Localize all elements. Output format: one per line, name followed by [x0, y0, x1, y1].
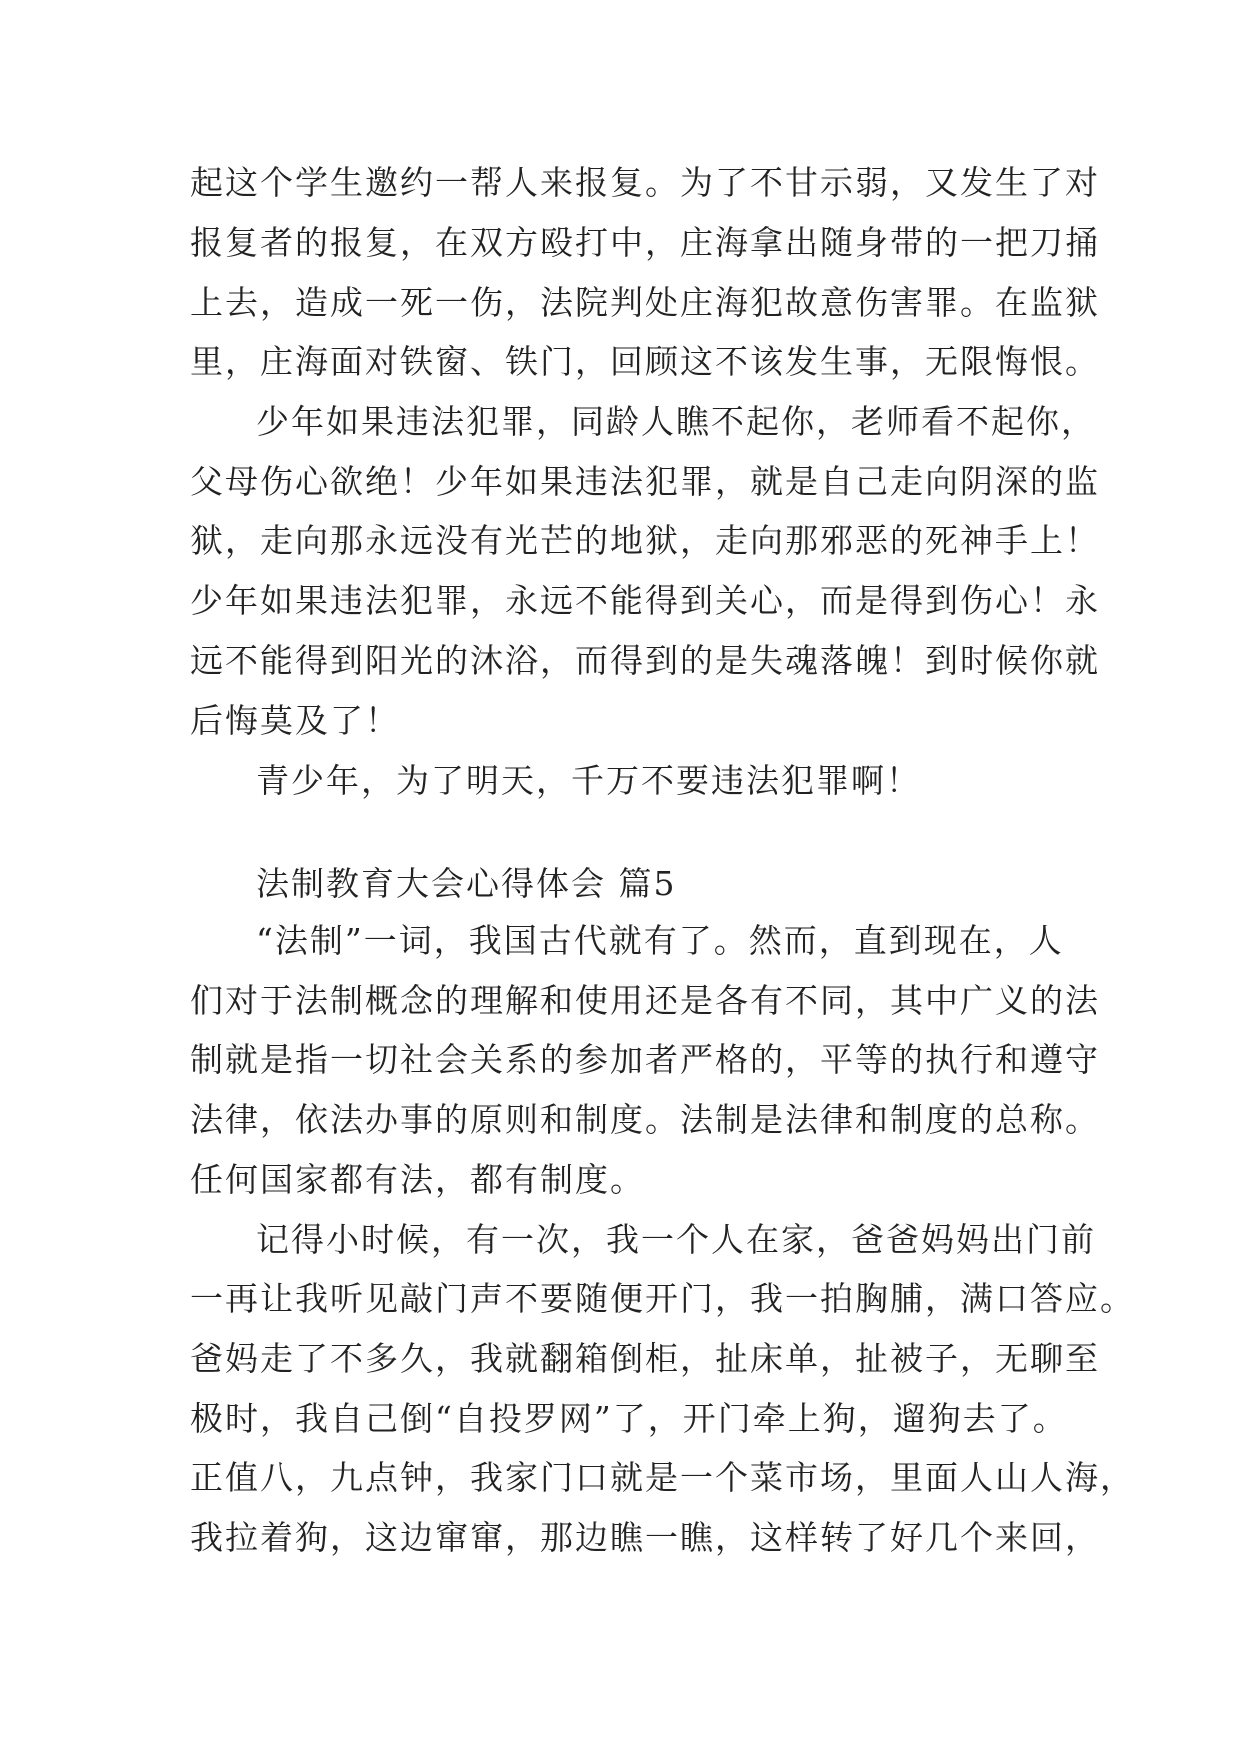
section-heading: 法制教育大会心得体会 篇5	[256, 864, 677, 903]
paragraph-first-line: 少年如果违法犯罪，同龄人瞧不起你，老师看不起你，	[256, 402, 1096, 441]
text-line: 任何国家都有法，都有制度。	[190, 1160, 645, 1199]
text-line: 狱，走向那永远没有光芒的地狱，走向那邪恶的死神手上！	[190, 521, 1100, 560]
text-line: 制就是指一切社会关系的参加者严格的，平等的执行和遵守	[190, 1040, 1100, 1079]
text-line: 们对于法制概念的理解和使用还是各有不同，其中广义的法	[190, 981, 1100, 1020]
text-line: 一再让我听见敲门声不要随便开门，我一拍胸脯，满口答应。	[190, 1279, 1135, 1318]
text-line: 起这个学生邀约一帮人来报复。为了不甘示弱，又发生了对	[190, 163, 1100, 202]
text-line: 后悔莫及了！	[190, 701, 400, 740]
text-line: 父母伤心欲绝！少年如果违法犯罪，就是自己走向阴深的监	[190, 462, 1100, 501]
text-line: 报复者的报复，在双方殴打中，庄海拿出随身带的一把刀捅	[190, 223, 1100, 262]
text-line: 正值八，九点钟，我家门口就是一个菜市场，里面人山人海，	[190, 1458, 1135, 1497]
text-line: 少年如果违法犯罪，永远不能得到关心，而是得到伤心！永	[190, 581, 1100, 620]
text-line: 我拉着狗，这边窜窜，那边瞧一瞧，这样转了好几个来回，	[190, 1518, 1100, 1557]
paragraph-first-line: 记得小时候，有一次，我一个人在家，爸爸妈妈出门前	[256, 1220, 1096, 1259]
text-line: 爸妈走了不多久，我就翻箱倒柜，扯床单，扯被子，无聊至	[190, 1339, 1100, 1378]
paragraph-first-line: “法制”一词，我国古代就有了。然而，直到现在，人	[256, 921, 1064, 960]
text-line: 法律，依法办事的原则和制度。法制是法律和制度的总称。	[190, 1100, 1100, 1139]
text-line: 里，庄海面对铁窗、铁门，回顾这不该发生事，无限悔恨。	[190, 342, 1100, 381]
paragraph-first-line: 青少年，为了明天，千万不要违法犯罪啊！	[256, 761, 921, 800]
text-line: 上去，造成一死一伤，法院判处庄海犯故意伤害罪。在监狱	[190, 283, 1100, 322]
text-line: 极时，我自己倒“自投罗网”了，开门牵上狗，遛狗去了。	[190, 1399, 1068, 1438]
text-line: 远不能得到阳光的沐浴，而得到的是失魂落魄！到时候你就	[190, 641, 1100, 680]
